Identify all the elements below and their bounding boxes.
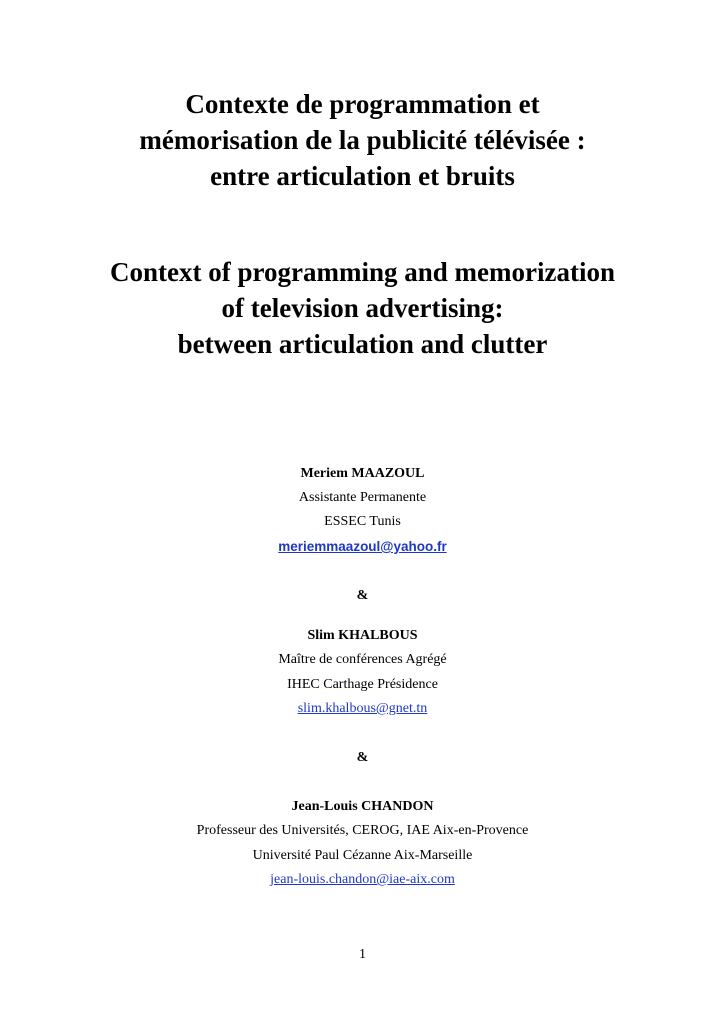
separator-2: & [356,750,369,765]
english-title [0,254,725,362]
author-1-email-link[interactable]: meriemmaazoul@yahoo.fr [278,539,447,554]
page-number: 1 [359,947,366,962]
author-2-role: Maître de conférences Agrégé [278,652,447,667]
author-3-name: Jean-Louis CHANDON [291,799,434,814]
author-2-email-link[interactable]: slim.khalbous@gnet.tn [297,701,428,716]
english-title-line-2: of television advertising: [221,293,504,323]
author-2-institution: IHEC Carthage Présidence [287,677,438,692]
french-title-line-1: Contexte de programmation et [185,89,540,119]
separator-1: & [356,588,369,603]
author-3-email-link[interactable]: jean-louis.chandon@iae-aix.com [270,872,455,887]
author-2-name: Slim KHALBOUS [307,628,418,643]
english-title-line-3: between articulation and clutter [177,329,548,359]
author-3-institution: Université Paul Cézanne Aix-Marseille [252,848,473,863]
author-1-institution: ESSEC Tunis [324,514,401,529]
author-1-role: Assistante Permanente [298,490,427,505]
author-3-role: Professeur des Universités, CEROG, IAE Aix-en-Provence [196,823,529,838]
author-1-name: Meriem MAAZOUL [300,466,425,481]
french-title [0,86,725,194]
english-title-line-1: Context of programming and memorization [110,257,615,287]
french-title-line-2: mémorisation de la publicité télévisée : [139,125,586,155]
french-title-line-3: entre articulation et bruits [210,161,515,191]
